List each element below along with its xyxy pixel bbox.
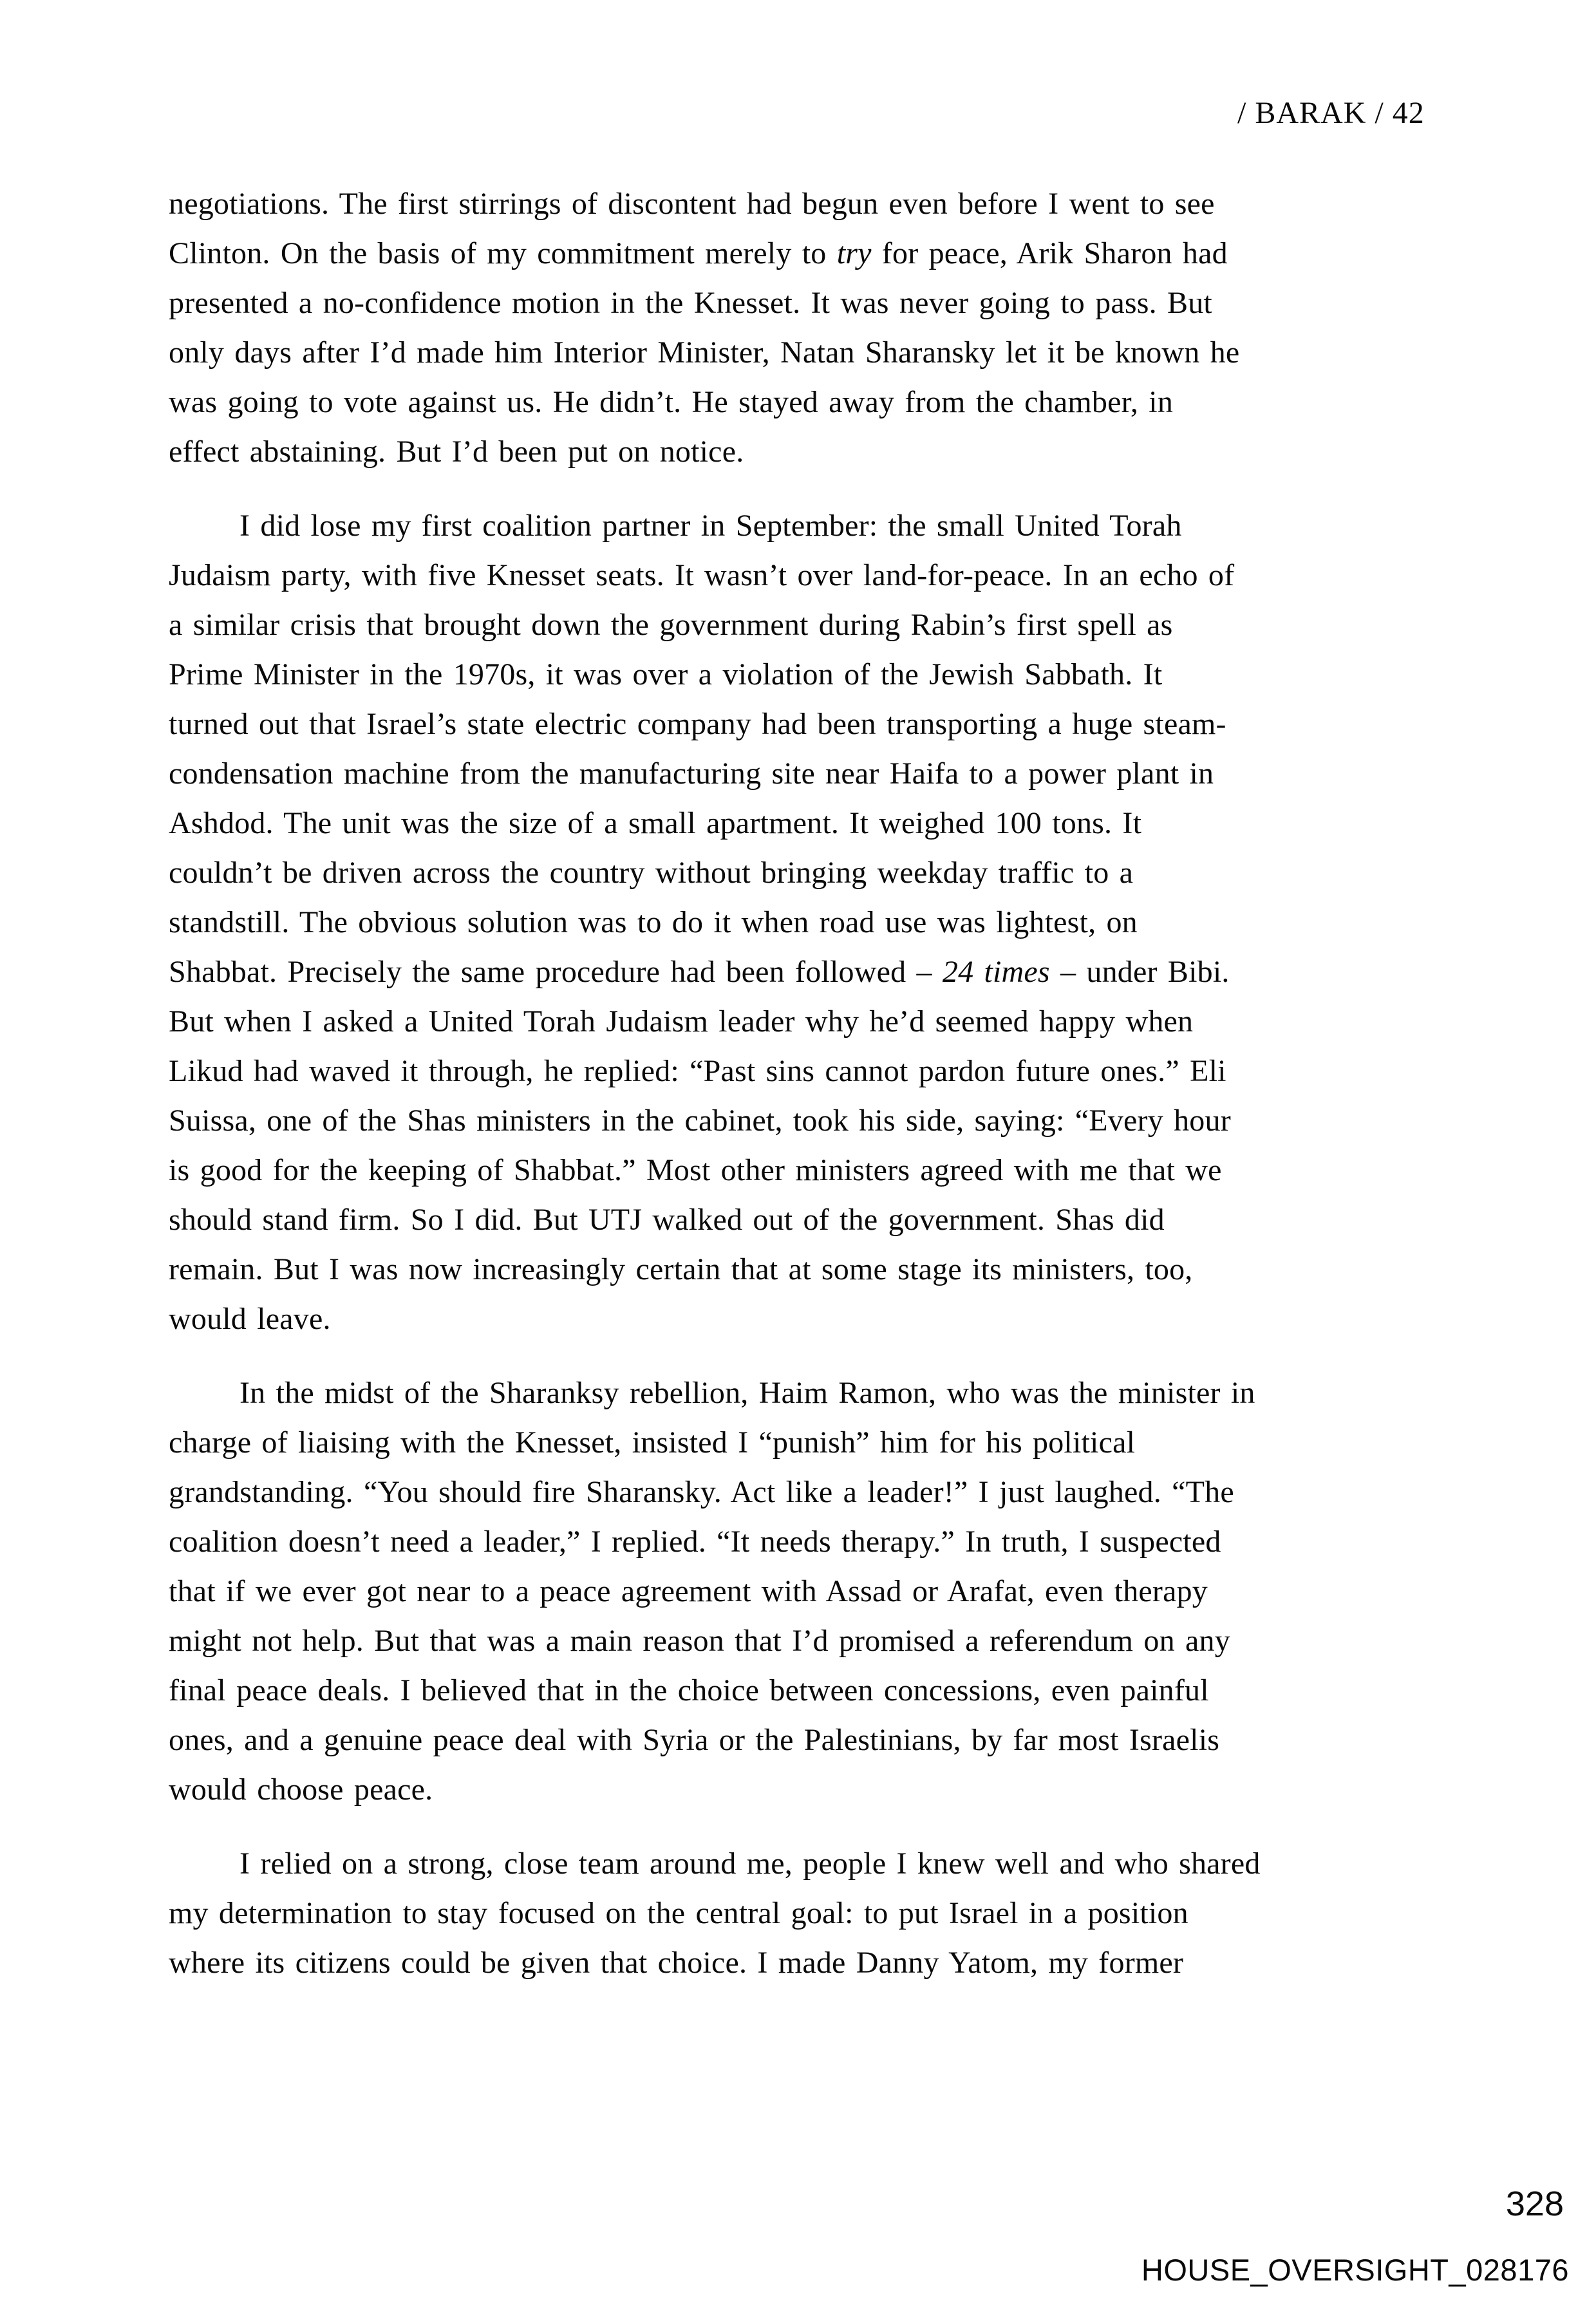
page-number: 328 xyxy=(1505,2185,1564,2223)
text-line: a similar crisis that brought down the government during Rabin’s first spell as xyxy=(169,608,1173,642)
text-line: coalition doesn’t need a leader,” I replied. “It needs therapy.” In truth, I suspected xyxy=(169,1525,1221,1559)
text-line: effect abstaining. But I’d been put on notice. xyxy=(169,435,744,469)
text-line: turned out that Israel’s state electric company had been transporting a huge steam- xyxy=(169,707,1226,741)
text-line: In the midst of the Sharanksy rebellion, Haim Ramon, who was the minister in xyxy=(239,1376,1255,1410)
text-line: was going to vote against us. He didn’t. He stayed away from the chamber, in xyxy=(169,385,1174,419)
text-line: I relied on a strong, close team around me, people I knew well and who shared xyxy=(239,1847,1261,1881)
paragraph xyxy=(169,1368,1440,1814)
text-line: I did lose my first coalition partner in September: the small United Torah xyxy=(239,509,1182,543)
text-line: But when I asked a United Torah Judaism leader why he’d seemed happy when xyxy=(169,1004,1194,1039)
page-header: / BARAK / 42 xyxy=(1237,96,1425,130)
text-line: charge of liaising with the Knesset, insisted I “punish” him for his political xyxy=(169,1425,1136,1460)
paragraph xyxy=(169,179,1440,476)
text-line: presented a no-confidence motion in the Knesset. It was never going to pass. But xyxy=(169,286,1212,320)
bates-stamp: HOUSE_OVERSIGHT_028176 xyxy=(1141,2253,1569,2287)
text-line: Suissa, one of the Shas ministers in the cabinet, took his side, saying: “Every hour xyxy=(169,1104,1231,1138)
text-line: condensation machine from the manufacturing site near Haifa to a power plant in xyxy=(169,757,1214,791)
body-text xyxy=(169,179,1440,1988)
text-line: Ashdod. The unit was the size of a small apartment. It weighed 100 tons. It xyxy=(169,806,1142,840)
paragraph xyxy=(169,501,1440,1344)
text-line: my determination to stay focused on the central goal: to put Israel in a position xyxy=(169,1896,1188,1930)
text-line: negotiations. The first stirrings of discontent had begun even before I went to see xyxy=(169,187,1215,221)
text-line: Shabbat. Precisely the same procedure had been followed – 24 times – under Bibi. xyxy=(169,955,1230,989)
text-line: is good for the keeping of Shabbat.” Most other ministers agreed with me that we xyxy=(169,1153,1222,1187)
text-line: that if we ever got near to a peace agreement with Assad or Arafat, even therapy xyxy=(169,1574,1208,1608)
text-line: should stand firm. So I did. But UTJ walked out of the government. Shas did xyxy=(169,1203,1165,1237)
text-line: Clinton. On the basis of my commitment merely to try for peace, Arik Sharon had xyxy=(169,236,1228,270)
text-line: ones, and a genuine peace deal with Syria or the Palestinians, by far most Israelis xyxy=(169,1723,1220,1757)
text-line: standstill. The obvious solution was to do it when road use was lightest, on xyxy=(169,905,1138,939)
text-line: couldn’t be driven across the country without bringing weekday traffic to a xyxy=(169,856,1134,890)
text-line: where its citizens could be given that choice. I made Danny Yatom, my former xyxy=(169,1946,1184,1980)
text-line: might not help. But that was a main reason that I’d promised a referendum on any xyxy=(169,1624,1230,1658)
text-line: grandstanding. “You should fire Sharansky. Act like a leader!” I just laughed. “The xyxy=(169,1475,1234,1509)
text-line: remain. But I was now increasingly certain that at some stage its ministers, too, xyxy=(169,1252,1193,1286)
text-line: Judaism party, with five Knesset seats. It wasn’t over land-for-peace. In an echo of xyxy=(169,558,1235,592)
text-line: final peace deals. I believed that in the choice between concessions, even painful xyxy=(169,1673,1209,1707)
text-line: Prime Minister in the 1970s, it was over a violation of the Jewish Sabbath. It xyxy=(169,657,1163,691)
text-line: only days after I’d made him Interior Minister, Natan Sharansky let it be known he xyxy=(169,335,1240,370)
paragraph xyxy=(169,1839,1440,1988)
text-line: would leave. xyxy=(169,1302,331,1336)
text-line: Likud had waved it through, he replied: “Past sins cannot pardon future ones.” Eli xyxy=(169,1054,1226,1088)
text-line: would choose peace. xyxy=(169,1772,433,1807)
